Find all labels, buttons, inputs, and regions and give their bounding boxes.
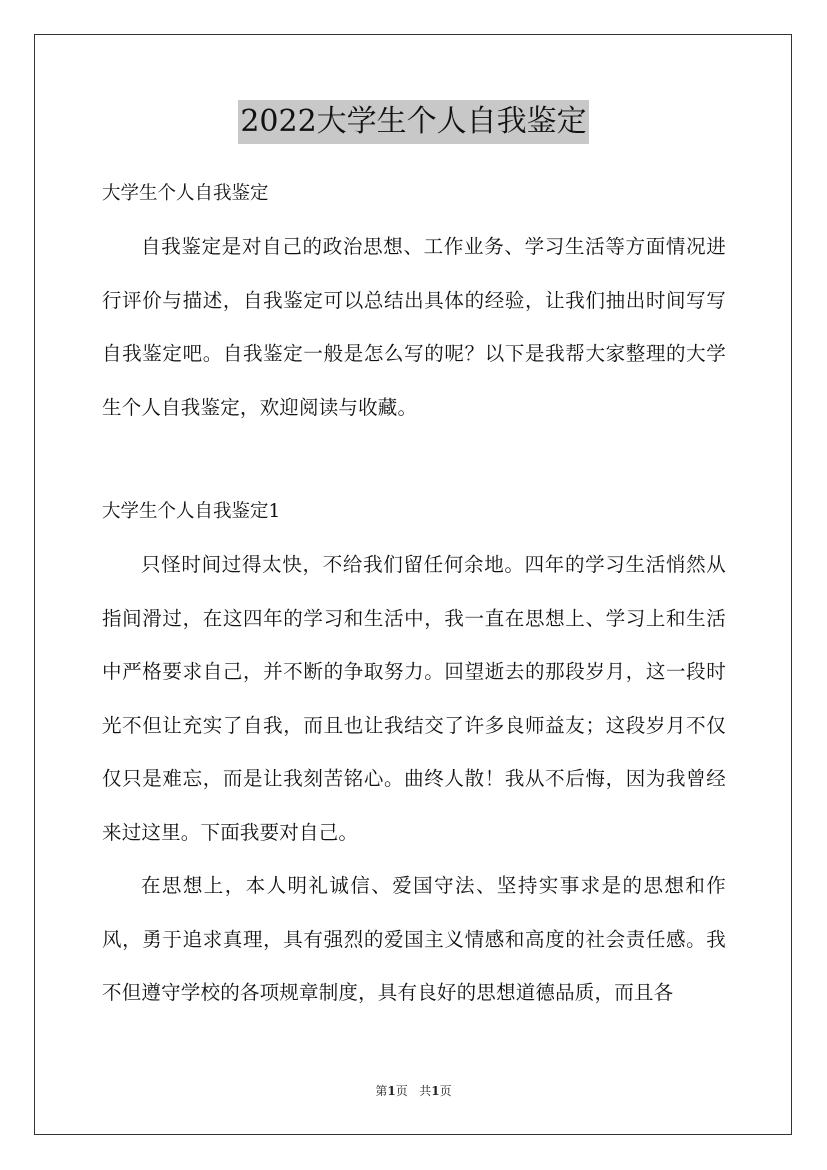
body-paragraph-2: 在思想上，本人明礼诚信、爱国守法、坚持实事求是的思想和作风，勇于追求真理，具有强烈的爱国主义情感和高度的社会责任感。我不但遵守学校的各项规章制度，具有良好的思想道德品质，而且各	[102, 874, 726, 1004]
page-prefix: 第	[375, 1084, 388, 1098]
document-body	[102, 168, 726, 1020]
paragraph-spacer	[102, 434, 726, 486]
subsection-heading: 大学生个人自我鉴定1	[102, 501, 281, 522]
total-suffix: 页	[439, 1084, 452, 1098]
document-title-text: 2022大学生个人自我鉴定	[238, 100, 588, 144]
section-heading: 大学生个人自我鉴定	[102, 183, 269, 204]
document-title	[0, 100, 827, 144]
intro-paragraph: 自我鉴定是对自己的政治思想、工作业务、学习生活等方面情况进行评价与描述，自我鉴定可以总结出具体的经验，让我们抽出时间写写自我鉴定吧。自我鉴定一般是怎么写的呢？以下是我帮大家整理的大学生个人自我鉴定，欢迎阅读与收藏。	[102, 235, 726, 419]
page-footer	[0, 1082, 827, 1099]
page-suffix: 页	[395, 1084, 408, 1098]
page-number: 1	[387, 1084, 396, 1098]
total-prefix: 共	[419, 1084, 432, 1098]
body-paragraph-1: 只怪时间过得太快，不给我们留任何余地。四年的学习生活悄然从指间滑过，在这四年的学习和生活中，我一直在思想上、学习上和生活中严格要求自己，并不断的争取努力。回望逝去的那段岁月，这一段时光不但让充实了自我，而且也让我结交了许多良师益友；这段岁月不仅仅只是难忘，而是让我刻苦铭心。曲终人散！我从不后悔，因为我曾经来过这里。下面我要对自己。	[102, 553, 726, 844]
total-pages: 1	[431, 1084, 440, 1098]
